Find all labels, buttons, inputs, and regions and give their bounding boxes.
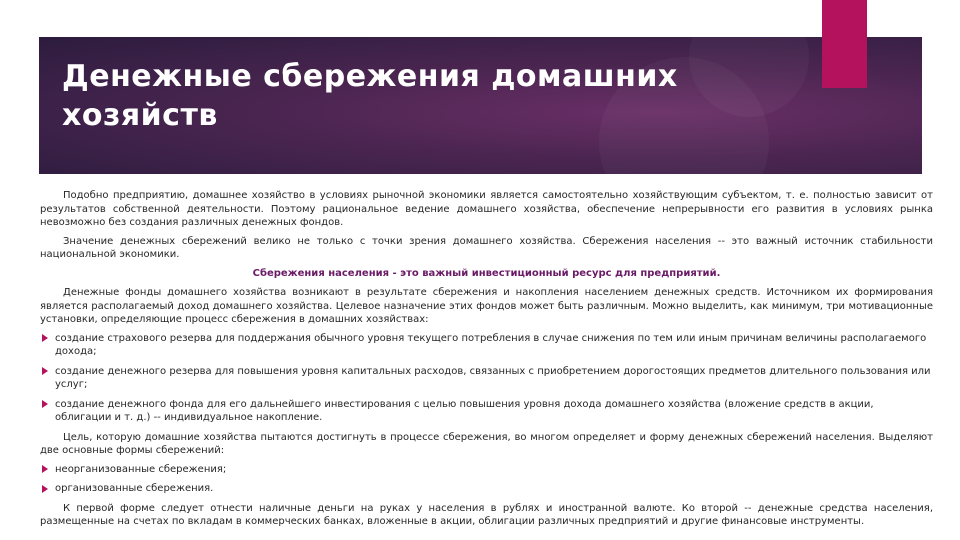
triangle-bullet-icon	[42, 367, 48, 375]
list-item-text: создание страхового резерва для поддержания обычного уровня текущего потребления в случае снижения по тем или иным причинам величины располагаемого дохода;	[55, 332, 927, 357]
list-item-text: организованные сбережения.	[55, 483, 214, 494]
list-item-text: создание денежного фонда для его дальнейшего инвестирования с целью повышения уровня дохода домашнего хозяйства (вложение средств в акции, облигации и т. д.) -- индивидуальное накопление.	[55, 398, 874, 423]
list-item	[40, 332, 933, 359]
list-item-text: создание денежного резерва для повышения уровня капитальных расходов, связанных с приобретением дорогостоящих предметов длительного пользования или услуг;	[55, 365, 931, 390]
accent-bar	[822, 0, 867, 88]
paragraph: Подобно предприятию, домашнее хозяйство в условиях рыночной экономики является самостоятельно хозяйствующим субъектом, т. е. полностью зависит от результатов собственной деятельности. Поэтому рациональное ведение домашнего хозяйства, обеспечение непрерывности его развития в условиях рынка невозможно без создания различных денежных фондов.	[40, 190, 933, 228]
list-item	[40, 398, 933, 425]
paragraph: Значение денежных сбережений велико не только с точки зрения домашнего хозяйства. Сбережения населения -- это важный источник стабильности национальной экономики.	[40, 235, 933, 260]
paragraph: К первой форме следует отнести наличные деньги на руках у населения в рублях и иностранной валюте. Ко второй -- денежные средства населения, размещенные на счетах по вкладам в коммерческих банках, вложенные в акции, облигации различных предприятий и другие финансовые инструменты.	[40, 502, 933, 527]
savings-forms-list	[40, 463, 933, 496]
triangle-bullet-icon	[42, 485, 48, 493]
slide-body	[40, 189, 933, 534]
paragraph: Денежные фонды домашнего хозяйства возникают в результате сбережения и накопления населением денежных средств. Источником их формирования является располагаемый доход домашнего хозяйства. Целевое назначение этих фондов может быть различным. Можно выделить, как минимум, три мотивационные установки, определяющие процесс сбережения в домашних хозяйствах:	[40, 287, 933, 325]
motives-list	[40, 332, 933, 425]
list-item	[40, 463, 933, 477]
page-title: Денежные сбережения домашних хозяйств	[62, 59, 678, 133]
triangle-bullet-icon	[42, 334, 48, 342]
list-item	[40, 365, 933, 392]
list-item-text: неорганизованные сбережения;	[55, 463, 227, 475]
paragraph: Цель, которую домашние хозяйства пытаются достигнуть в процессе сбережения, во многом определяет и форму денежных сбережений населения. Выделяют две основные формы сбережений:	[40, 431, 933, 456]
highlight-text: Сбережения населения - это важный инвестиционный ресурс для предприятий.	[252, 267, 721, 279]
triangle-bullet-icon	[42, 465, 48, 473]
list-item	[40, 482, 933, 496]
triangle-bullet-icon	[42, 400, 48, 408]
